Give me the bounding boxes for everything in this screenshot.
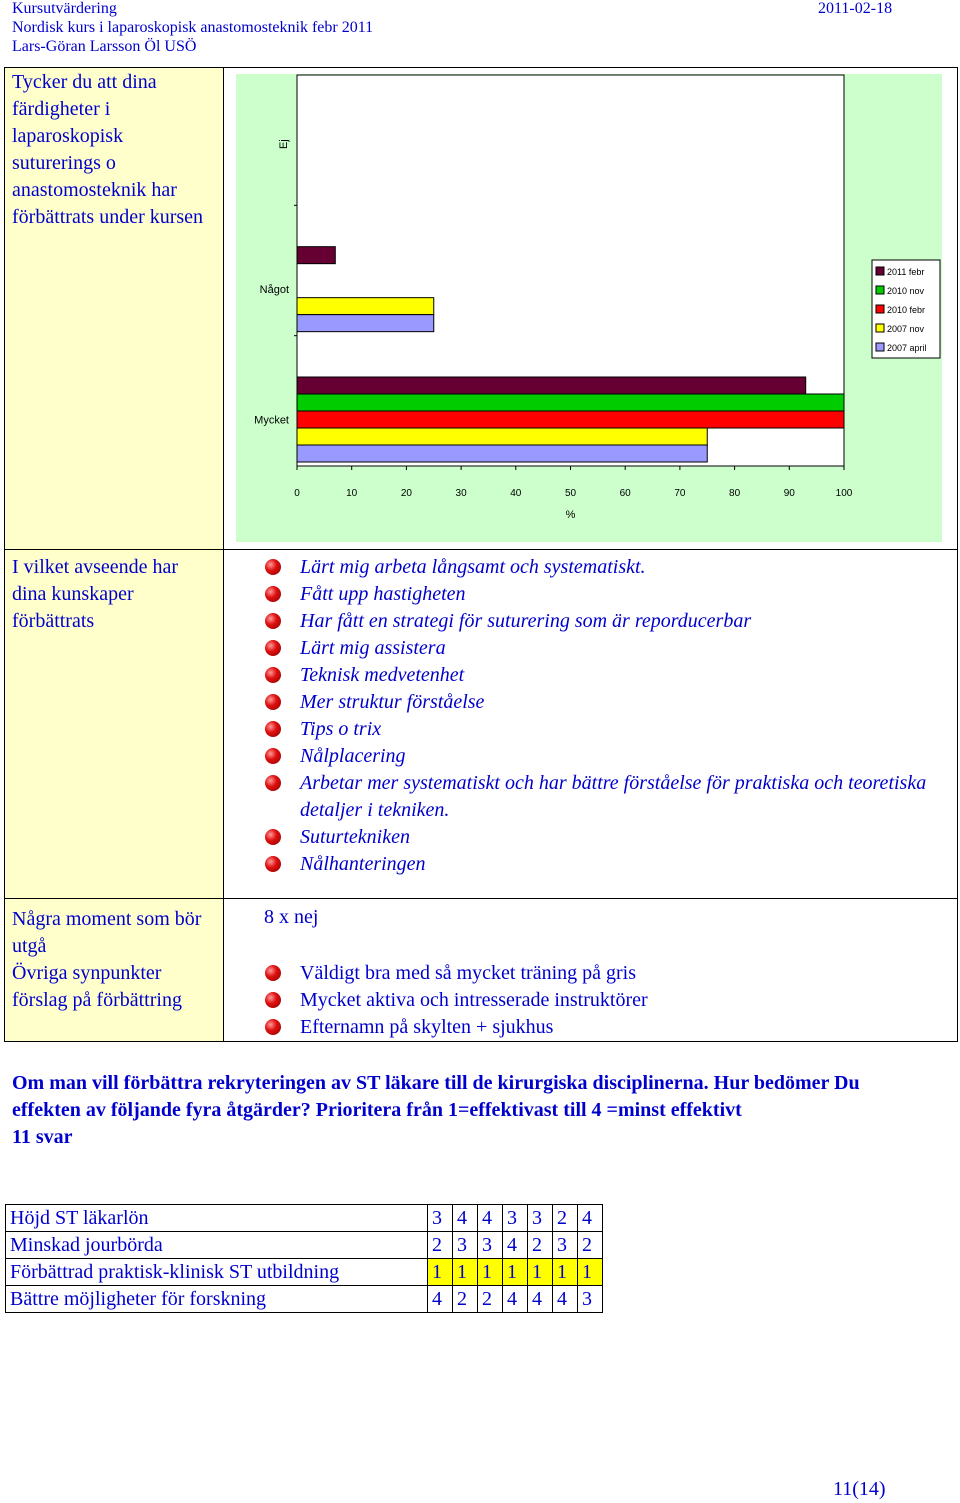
list-item-text: Efternamn på skylten + sjukhus [300, 1016, 554, 1038]
legend-swatch [876, 267, 884, 275]
priority-value: 3 [578, 1286, 603, 1313]
comment-item [264, 987, 954, 1014]
question-remove: Några moment som bör utgå [12, 908, 202, 957]
priority-value: 2 [553, 1205, 578, 1232]
priority-value: 1 [553, 1259, 578, 1286]
legend-swatch [876, 286, 884, 294]
remove-answer: 8 x nej [264, 906, 319, 928]
bar [297, 445, 707, 462]
priority-value: 4 [478, 1205, 503, 1232]
priority-value: 4 [528, 1286, 553, 1313]
bullet-icon [265, 640, 281, 656]
doc-title: Kursutvärdering [12, 0, 117, 17]
bar [297, 411, 844, 428]
priority-value: 3 [453, 1232, 478, 1259]
measure-label: Förbättrad praktisk-klinisk ST utbildning [6, 1259, 428, 1286]
list-item-text: Arbetar mer systematiskt och har bättre förståelse för praktiska och teoretiska detaljer i tekniken. [300, 772, 927, 821]
list-item-text: Nålhanteringen [300, 853, 426, 875]
priority-value: 1 [528, 1259, 553, 1286]
x-tick-label: 80 [729, 488, 741, 499]
x-tick-label: 70 [674, 488, 686, 499]
improvement-item [264, 851, 954, 878]
x-tick-label: 10 [346, 488, 358, 499]
measure-label: Bättre möjligheter för forskning [6, 1286, 428, 1313]
list-item-text: Lärt mig arbeta långsamt och systematiskt. [300, 556, 646, 578]
legend-label: 2010 febr [887, 305, 926, 315]
x-tick-label: 20 [400, 488, 412, 499]
bullet-icon [265, 721, 281, 737]
category-label: Mycket [254, 414, 289, 427]
legend-swatch [876, 343, 884, 351]
list-item-text: Suturtekniken [300, 826, 410, 848]
legend-swatch [876, 324, 884, 332]
doc-date: 2011-02-18 [818, 0, 893, 17]
question-improved: Tycker du att dina färdigheter i laparoskopisk suturerings o anastomosteknik har förbättrats under kursen [12, 71, 204, 228]
x-tick-label: 90 [783, 488, 795, 499]
bullet-icon [265, 1019, 281, 1035]
priority-table [5, 1204, 603, 1313]
legend-label: 2007 april [887, 343, 927, 353]
list-item-text: Nålplacering [300, 745, 406, 767]
list-item-text: Väldigt bra med så mycket träning på gris [300, 962, 637, 984]
priority-value: 4 [503, 1232, 528, 1259]
x-tick-label: 30 [455, 488, 467, 499]
priority-value: 4 [503, 1286, 528, 1313]
improvement-item [264, 716, 954, 743]
improvement-item [264, 581, 954, 608]
question-other: Övriga synpunkter förslag på förbättring [12, 962, 182, 1011]
x-tick-label: 0 [294, 488, 300, 499]
category-label: Ej [278, 139, 290, 150]
list-item-text: Teknisk medvetenhet [300, 664, 465, 686]
priority-value: 4 [553, 1286, 578, 1313]
improvement-item [264, 743, 954, 770]
list-item-text: Mer struktur förståelse [300, 691, 485, 713]
bullet-icon [265, 667, 281, 683]
x-tick-label: 60 [619, 488, 631, 499]
x-axis-label: % [565, 509, 576, 521]
priority-value: 4 [453, 1205, 478, 1232]
priority-value: 1 [503, 1259, 528, 1286]
answers-count: 11 svar [12, 1126, 73, 1148]
bullet-icon [265, 559, 281, 575]
bar [297, 247, 335, 264]
priority-value: 3 [428, 1205, 453, 1232]
bullet-icon [265, 965, 281, 981]
bar [297, 315, 434, 332]
priority-value: 3 [478, 1232, 503, 1259]
legend-label: 2007 nov [887, 324, 925, 334]
chart-area [236, 74, 942, 542]
improvement-item [264, 770, 954, 824]
measure-label: Höjd ST läkarlön [6, 1205, 428, 1232]
course-name: Nordisk kurs i laparoskopisk anastomosteknik febr 2011 [12, 19, 374, 36]
bar [297, 428, 707, 445]
bar-chart [236, 74, 942, 542]
comment-item [264, 960, 954, 987]
improvement-item [264, 635, 954, 662]
priority-value: 2 [528, 1232, 553, 1259]
bullet-icon [265, 775, 281, 791]
comments-list [264, 960, 954, 1041]
table-row [6, 1259, 603, 1286]
recruitment-question [12, 1070, 872, 1151]
table-row [6, 1286, 603, 1313]
priority-value: 1 [453, 1259, 478, 1286]
question-aspect: I vilket avseende har dina kunskaper förbättrats [12, 556, 179, 632]
list-item-text: Lärt mig assistera [300, 637, 446, 659]
priority-value: 3 [528, 1205, 553, 1232]
bullet-icon [265, 586, 281, 602]
list-item-text: Tips o trix [300, 718, 382, 740]
improvement-item [264, 662, 954, 689]
table-row [6, 1232, 603, 1259]
category-label: Något [259, 284, 289, 297]
bullet-icon [265, 829, 281, 845]
bullet-icon [265, 992, 281, 1008]
priority-value: 2 [478, 1286, 503, 1313]
list-item-text: Mycket aktiva och intresserade instruktörer [300, 989, 648, 1011]
bullet-icon [265, 856, 281, 872]
bullet-icon [265, 748, 281, 764]
measure-label: Minskad jourbörda [6, 1232, 428, 1259]
comment-item [264, 1014, 954, 1041]
x-tick-label: 100 [835, 488, 853, 499]
improvement-item [264, 608, 954, 635]
improvement-item [264, 689, 954, 716]
improvement-item [264, 554, 954, 581]
bar [297, 394, 844, 411]
priority-value: 3 [553, 1232, 578, 1259]
x-tick-label: 50 [564, 488, 577, 499]
bar [297, 377, 806, 394]
bar [297, 298, 434, 315]
list-item-text: Fått upp hastigheten [300, 583, 466, 605]
question-text: Om man vill förbättra rekryteringen av ST läkare till de kirurgiska disciplinerna. Hur bedömer Du effekten av följande fyra åtgärder? Prioritera från 1=effektivast till 4 =minst effektivt [12, 1072, 860, 1121]
x-tick-label: 40 [510, 488, 522, 499]
legend-label: 2011 febr [887, 267, 925, 277]
author-name: Lars-Göran Larsson Öl USÖ [12, 38, 197, 55]
list-item-text: Har fått en strategi för suturering som är reporducerbar [300, 610, 752, 632]
improvement-item [264, 824, 954, 851]
priority-value: 4 [578, 1205, 603, 1232]
bullet-icon [265, 694, 281, 710]
priority-value: 1 [428, 1259, 453, 1286]
priority-value: 2 [578, 1232, 603, 1259]
legend-label: 2010 nov [887, 286, 925, 296]
priority-value: 1 [578, 1259, 603, 1286]
priority-value: 2 [428, 1232, 453, 1259]
page-number: 11(14) [833, 1478, 886, 1500]
priority-value: 4 [428, 1286, 453, 1313]
priority-value: 2 [453, 1286, 478, 1313]
bullet-icon [265, 613, 281, 629]
legend-swatch [876, 305, 884, 313]
improvements-list [264, 554, 954, 878]
table-row [6, 1205, 603, 1232]
priority-value: 1 [478, 1259, 503, 1286]
priority-value: 3 [503, 1205, 528, 1232]
